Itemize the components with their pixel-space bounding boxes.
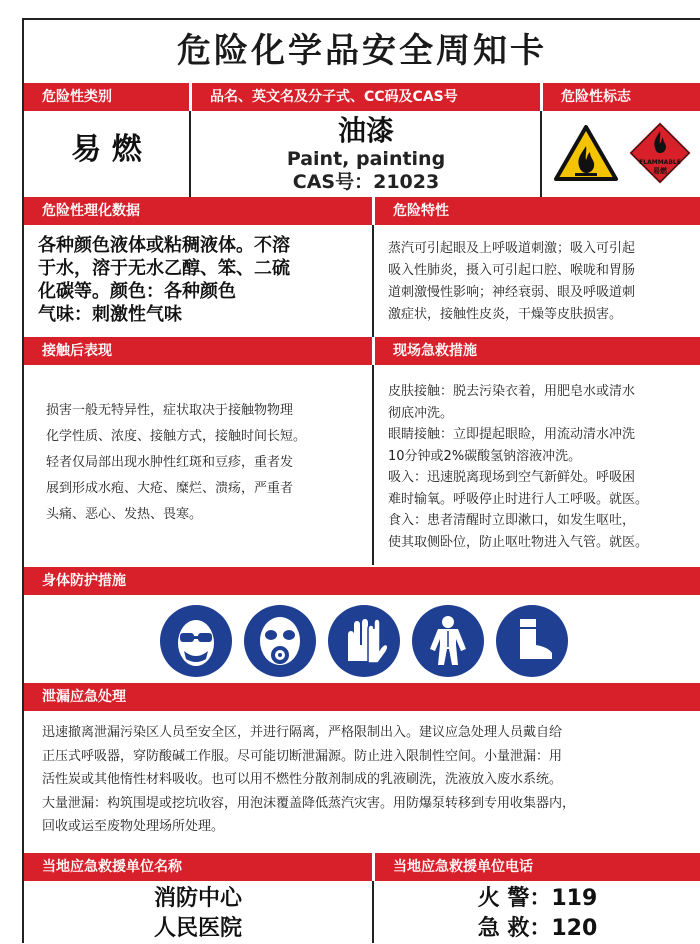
protective-suit-icon bbox=[412, 605, 484, 677]
exposure-text bbox=[46, 398, 371, 528]
header-hazard-category: 危险性类别 bbox=[24, 83, 189, 111]
card-top-border bbox=[22, 18, 700, 20]
diamond-sublabel: 易燃 bbox=[653, 167, 667, 175]
first-aid-line: 彻底冲洗。 bbox=[388, 405, 454, 421]
page-title: 危险化学品安全周知卡 bbox=[177, 31, 547, 71]
divider bbox=[372, 881, 374, 943]
local-unit-phones bbox=[375, 884, 700, 944]
safety-boots-icon bbox=[496, 605, 568, 677]
flammable-diamond-icon bbox=[626, 119, 694, 187]
header-body-protection: 身体防护措施 bbox=[24, 567, 700, 595]
exposure-line: 头痛、恶心、发热、畏寒。 bbox=[46, 507, 203, 522]
gas-mask-icon bbox=[244, 605, 316, 677]
first-aid-text bbox=[388, 381, 700, 553]
local-unit-name: 消防中心 bbox=[153, 886, 242, 911]
leak-line: 活性炭或其他惰性材料吸收。也可以用不燃性分散剂制成的乳液刷洗，洗液放入废水系统。 bbox=[42, 772, 563, 787]
safety-goggles-icon bbox=[160, 605, 232, 677]
header-local-unit-name: 当地应急救援单位名称 bbox=[24, 853, 372, 881]
leak-text bbox=[42, 721, 698, 839]
first-aid-line: 使其取侧卧位，防止呕吐物进入气管。就医。 bbox=[388, 534, 649, 550]
divider bbox=[540, 111, 542, 197]
header-hazard-symbol: 危险性标志 bbox=[543, 83, 700, 111]
first-aid-line: 皮肤接触：脱去污染衣着，用肥皂水或清水 bbox=[388, 384, 636, 399]
local-unit-names bbox=[24, 884, 372, 944]
exposure-line: 轻者仅局部出现水肿性红斑和豆疹，重者发 bbox=[46, 455, 294, 470]
leak-line: 大量泄漏：构筑围堤或挖坑收容，用泡沫覆盖降低蒸汽灾害。用防爆泵转移到专用收集器内， bbox=[42, 795, 576, 811]
first-aid-line: 吸入：迅速脱离现场到空气新鲜处。呼吸困 bbox=[388, 470, 636, 485]
exposure-line: 展到形成水疱、大疮、糜烂、溃疡，严重者 bbox=[46, 481, 294, 496]
hazard-category-value: 易 燃 bbox=[71, 132, 142, 167]
hazard-properties-line: 蒸汽可引起眼及上呼吸道刺激；吸入可引起 bbox=[388, 241, 636, 256]
hazard-properties-line: 激症状，接触性皮炎，干燥等皮肤损害。 bbox=[388, 307, 623, 322]
exposure-line: 损害一般无特异性，症状取决于接触物物理 bbox=[46, 403, 294, 418]
protective-gloves-icon bbox=[328, 605, 400, 677]
first-aid-line: 眼睛接触：立即提起眼睑，用流动清水冲洗 bbox=[388, 427, 636, 442]
physchem-line: 气味：刺激性气味 bbox=[38, 304, 182, 325]
leak-line: 回收或运至废物处理场所处理。 bbox=[42, 819, 225, 834]
physchem-line: 各种颜色液体或粘稠液体。不溶 bbox=[38, 235, 290, 256]
physchem-line: 于水，溶于无水乙醇、笨、二硫 bbox=[38, 258, 290, 279]
hazard-properties-text bbox=[388, 238, 698, 326]
exposure-line: 化学性质、浓度、接触方式，接触时间长短。 bbox=[46, 429, 307, 444]
header-leak-response: 泄漏应急处理 bbox=[24, 683, 700, 711]
local-unit-phone: 火 警：119 bbox=[477, 886, 598, 911]
hazard-properties-line: 吸入性肺炎，摄入可引起口腔、喉咙和胃肠 bbox=[388, 263, 636, 278]
diamond-label: FLAMMABLE bbox=[639, 159, 681, 166]
header-local-unit-phone: 当地应急救援单位电话 bbox=[375, 853, 700, 881]
leak-line: 正压式呼吸器，穿防酸碱工作服。尽可能切断泄漏源。防止进入限制性空间。小量泄漏：用 bbox=[42, 748, 563, 764]
first-aid-line: 10分钟或2%碳酸氢钠溶液冲洗。 bbox=[388, 448, 582, 464]
local-unit-name: 人民医院 bbox=[153, 916, 242, 941]
product-cn-name: 油漆 bbox=[337, 114, 394, 147]
header-product-names: 品名、英文名及分子式、CC码及CAS号 bbox=[192, 83, 540, 111]
divider bbox=[372, 225, 374, 337]
first-aid-line: 食入：患者清醒时立即漱口，如发生呕吐， bbox=[388, 513, 636, 528]
header-first-aid: 现场急救措施 bbox=[375, 337, 700, 365]
product-cas: CAS号：21023 bbox=[292, 171, 440, 193]
first-aid-line: 难时输氧。呼吸停止时进行人工呼吸。就医。 bbox=[388, 491, 649, 507]
hazard-properties-line: 道刺激慢性影响；神经衰弱、眼及呼吸道刺 bbox=[388, 285, 636, 300]
local-unit-phone: 急 救：120 bbox=[477, 916, 598, 941]
header-hazard-properties: 危险特性 bbox=[375, 197, 700, 225]
divider bbox=[372, 365, 374, 565]
flammable-triangle-icon bbox=[553, 124, 619, 182]
header-physchem: 危险性理化数据 bbox=[24, 197, 372, 225]
physchem-text bbox=[38, 234, 372, 326]
header-exposure: 接触后表现 bbox=[24, 337, 372, 365]
physchem-line: 化碳等。颜色：各种颜色 bbox=[38, 281, 236, 302]
product-en-name: Paint, painting bbox=[286, 148, 446, 170]
leak-line: 迅速撤离泄漏污染区人员至安全区，并进行隔离，严格限制出入。建议应急处理人员戴自给 bbox=[42, 725, 563, 740]
divider bbox=[189, 111, 191, 197]
